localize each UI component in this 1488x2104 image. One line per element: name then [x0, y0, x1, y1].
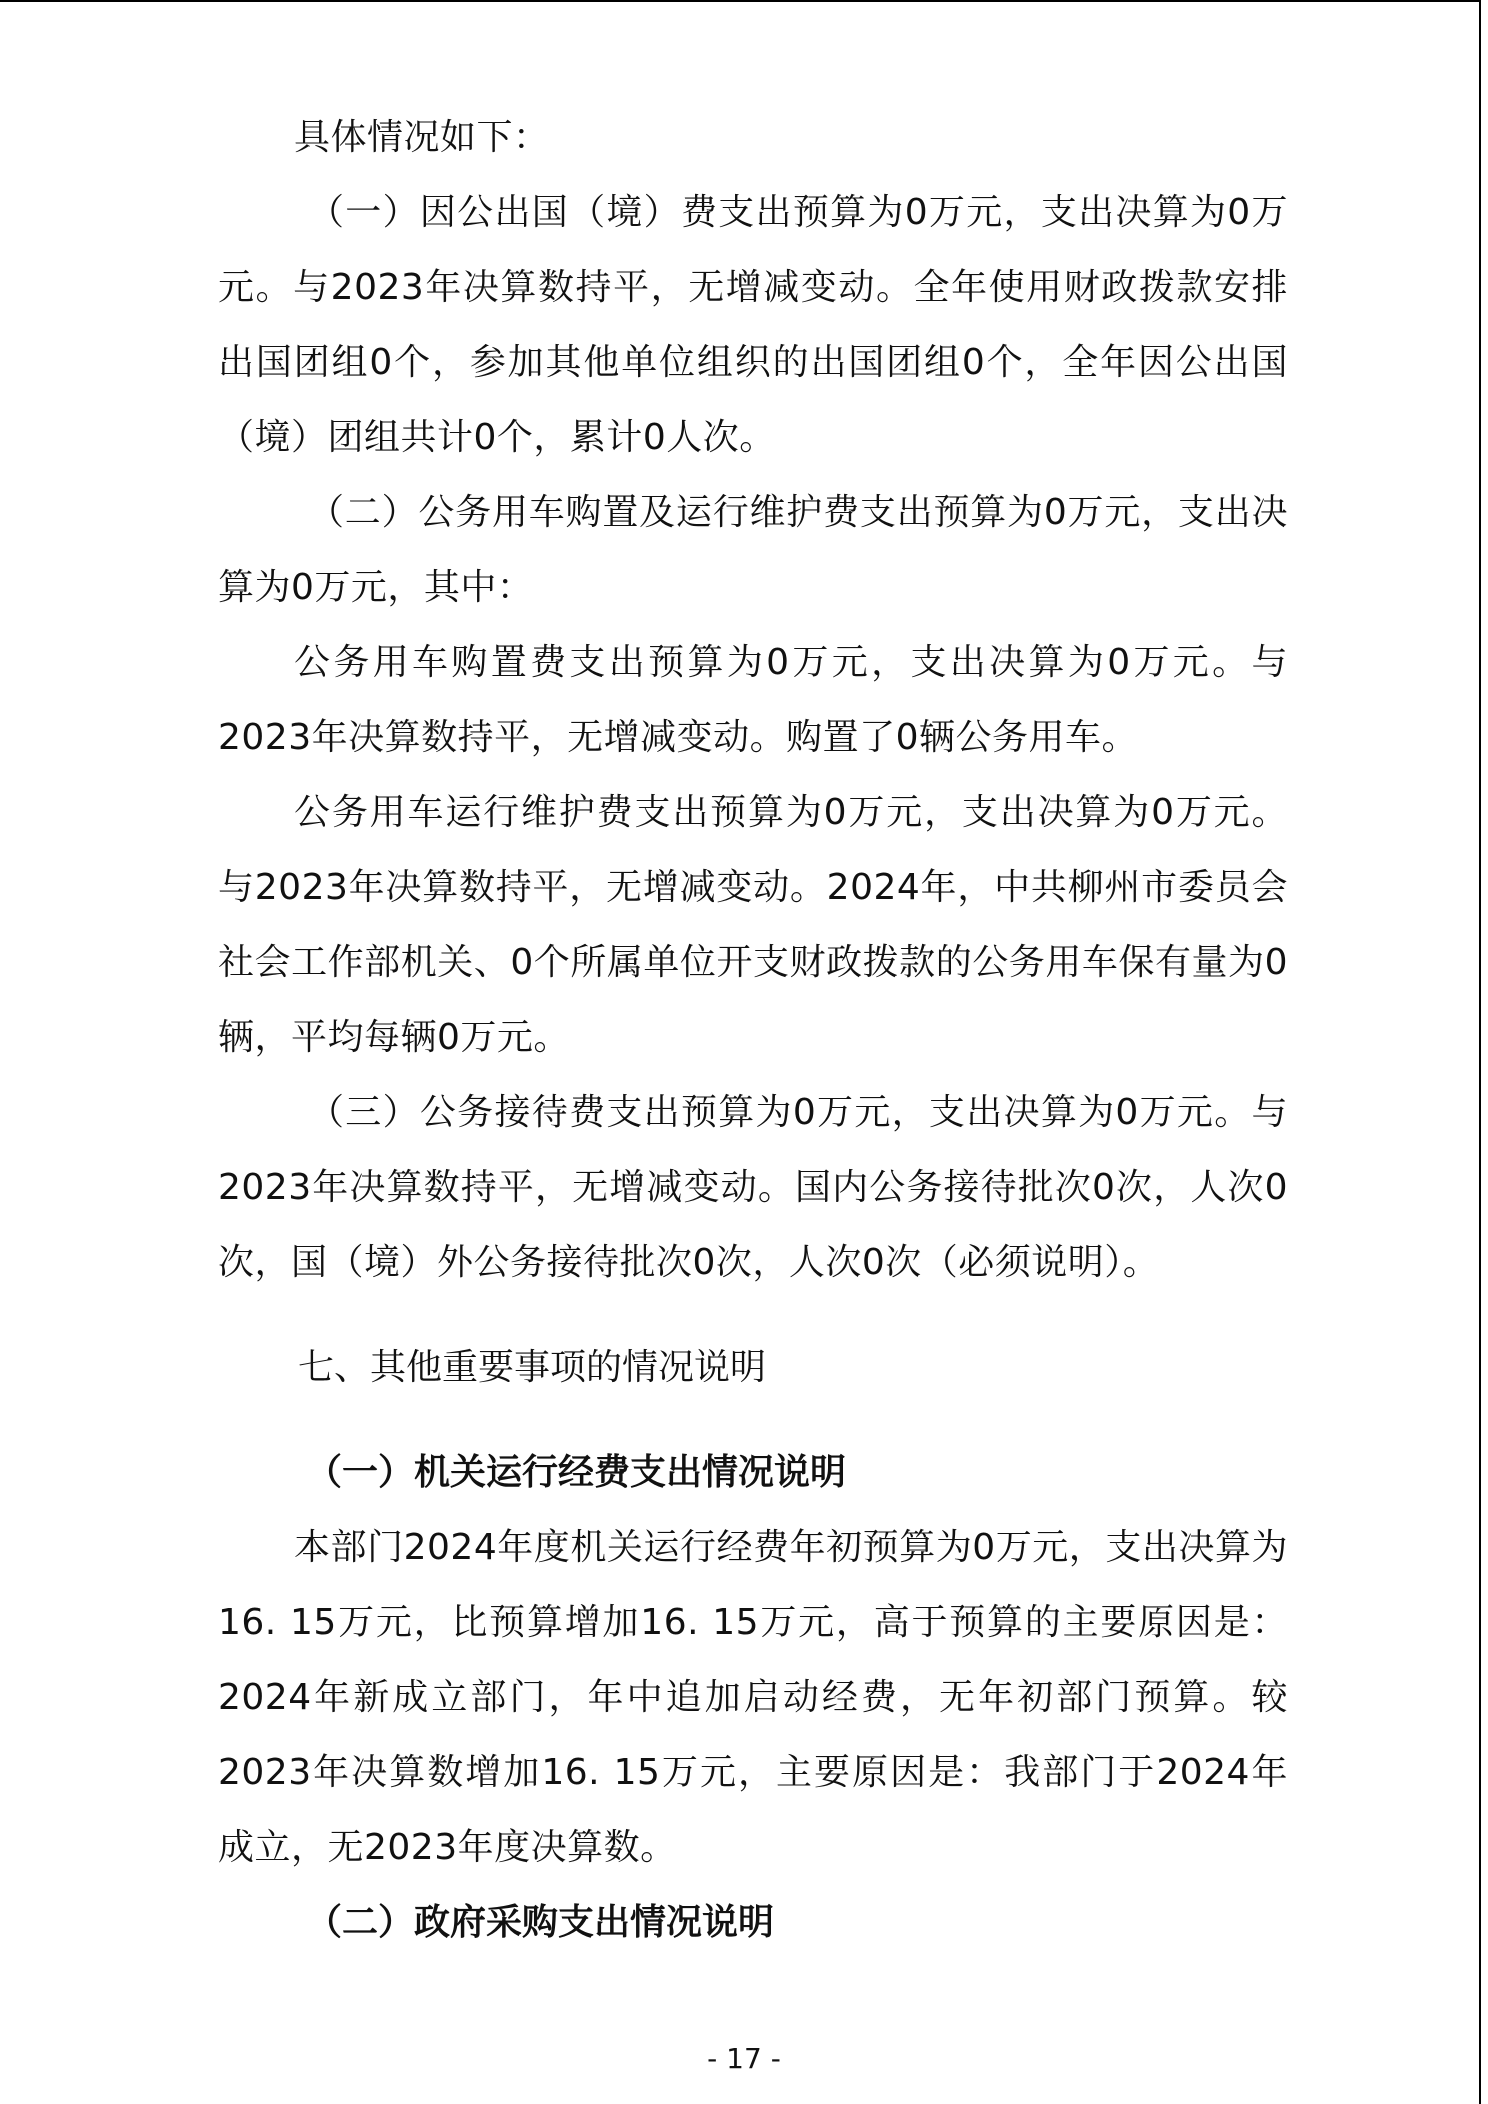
operating-costs-paragraph: 本部门2024年度机关运行经费年初预算为0万元，支出决算为16. 15万元，比预算增加16. 15万元，高于预算的主要原因是：2024年新成立部门，年中追加启动经费，无年初部门预算。较2023年决算数增加16. 15万元，主要原因是：我部门于2024年成立，无2023年度决算数。 — [218, 1527, 1288, 1868]
intro-paragraph: 具体情况如下： — [294, 117, 550, 158]
vehicle-expense-paragraph: （二）公务用车购置及运行维护费支出预算为0万元，支出决算为0万元，其中： — [218, 492, 1288, 608]
page-number: - 17 - — [707, 2042, 781, 2075]
reception-expense-paragraph: （三）公务接待费支出预算为0万元，支出决算为0万元。与2023年决算数持平，无增减变动。国内公务接待批次0次，人次0次，国（境）外公务接待批次0次，人次0次（必须说明）。 — [218, 1092, 1288, 1283]
subsection-heading-operating-costs: （一）机关运行经费支出情况说明 — [306, 1452, 847, 1493]
vehicle-purchase-paragraph: 公务用车购置费支出预算为0万元，支出决算为0万元。与2023年决算数持平，无增减变动。购置了0辆公务用车。 — [218, 642, 1288, 758]
vehicle-maintenance-paragraph: 公务用车运行维护费支出预算为0万元，支出决算为0万元。与2023年决算数持平，无增减变动。2024年，中共柳州市委员会社会工作部机关、0个所属单位开支财政拨款的公务用车保有量为0辆，平均每辆0万元。 — [218, 792, 1288, 1058]
section-heading: 七、其他重要事项的情况说明 — [298, 1347, 767, 1388]
document-body — [218, 100, 1288, 1960]
outbound-travel-paragraph: （一）因公出国（境）费支出预算为0万元，支出决算为0万元。与2023年决算数持平，无增减变动。全年使用财政拨款安排出国团组0个，参加其他单位组织的出国团组0个，全年因公出国（境）团组共计0个，累计0人次。 — [218, 192, 1288, 458]
subsection-heading-procurement: （二）政府采购支出情况说明 — [306, 1902, 775, 1943]
